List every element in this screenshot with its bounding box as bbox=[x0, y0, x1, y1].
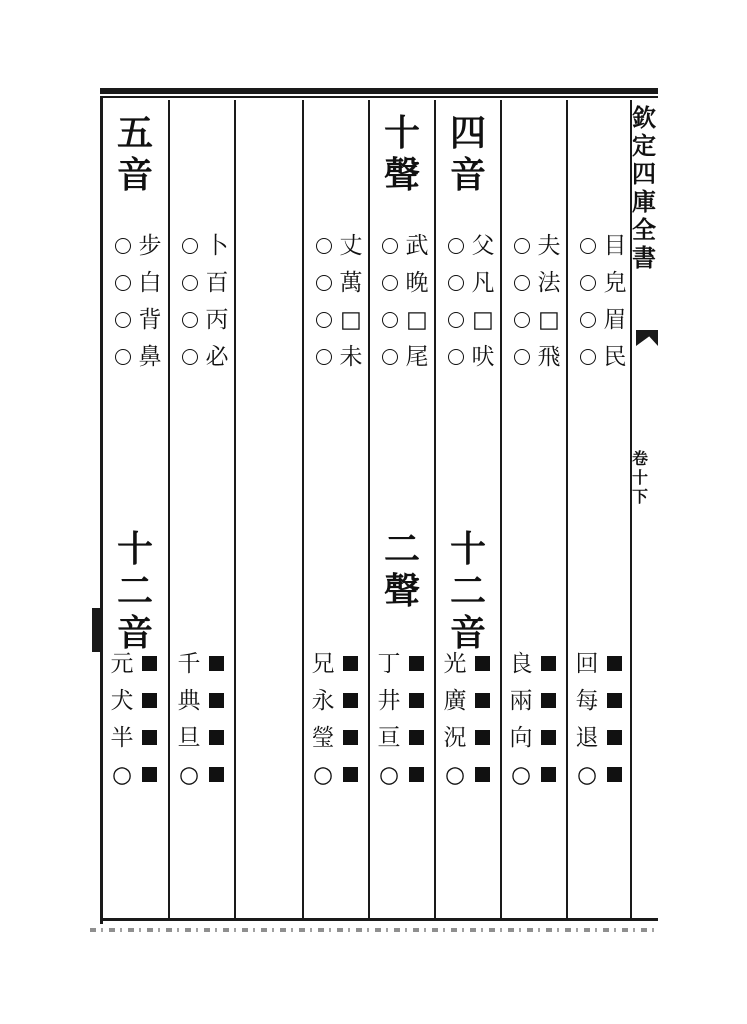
volume-label: 卷 十 下 bbox=[632, 449, 649, 506]
hollow-circle-mark bbox=[440, 228, 470, 265]
bottom-border bbox=[100, 918, 658, 921]
solid-square-mark bbox=[600, 683, 630, 720]
symbol-lane-top bbox=[572, 228, 602, 376]
glyph: ○ bbox=[510, 762, 532, 788]
solid-square-mark bbox=[534, 757, 564, 794]
text-column bbox=[370, 100, 434, 918]
solid-square-mark bbox=[402, 757, 432, 794]
solid-square-mark bbox=[468, 646, 498, 683]
character-lane-top bbox=[202, 228, 232, 376]
character-lane-bottom bbox=[107, 646, 137, 794]
symbol-lane-bottom bbox=[534, 646, 564, 794]
hollow-circle-mark bbox=[440, 339, 470, 376]
glyph: 未 bbox=[339, 344, 363, 370]
solid-square-mark bbox=[336, 683, 366, 720]
solid-square-mark bbox=[135, 757, 165, 794]
heading-char: 十 bbox=[116, 528, 153, 570]
glyph: □ bbox=[406, 307, 428, 333]
hollow-circle-mark bbox=[308, 339, 338, 376]
glyph: ○ bbox=[312, 762, 334, 788]
text-column bbox=[436, 100, 500, 918]
solid-square-mark bbox=[600, 646, 630, 683]
heading-char: 音 bbox=[116, 612, 153, 654]
character-lane-top bbox=[135, 228, 165, 376]
glyph: 千 bbox=[177, 651, 201, 677]
symbol-lane-top bbox=[107, 228, 137, 376]
hollow-circle-mark bbox=[572, 265, 602, 302]
hollow-circle-mark bbox=[440, 302, 470, 339]
symbol-lane-bottom bbox=[135, 646, 165, 794]
hollow-circle-mark bbox=[440, 265, 470, 302]
hollow-circle-mark bbox=[107, 265, 137, 302]
section-heading-bottom bbox=[370, 528, 434, 612]
glyph: □ bbox=[340, 307, 362, 333]
hollow-circle-mark bbox=[506, 339, 536, 376]
glyph: ○ bbox=[576, 762, 598, 788]
glyph: 吠 bbox=[471, 344, 495, 370]
heading-char: 二 bbox=[116, 570, 153, 612]
solid-square-mark bbox=[402, 683, 432, 720]
character-lane-top bbox=[600, 228, 630, 376]
glyph: 典 bbox=[177, 688, 201, 714]
symbol-lane-top bbox=[374, 228, 404, 376]
symbol-lane-top bbox=[440, 228, 470, 376]
glyph: 鼻 bbox=[138, 344, 162, 370]
solid-square-mark bbox=[468, 720, 498, 757]
glyph: 瑩 bbox=[311, 725, 335, 751]
hollow-circle-mark bbox=[506, 265, 536, 302]
glyph: 凡 bbox=[471, 270, 495, 296]
glyph: 半 bbox=[110, 725, 134, 751]
hollow-circle-mark bbox=[174, 339, 204, 376]
hollow-circle-mark bbox=[506, 302, 536, 339]
section-heading-bottom bbox=[436, 528, 500, 654]
solid-square-mark bbox=[468, 683, 498, 720]
heading-char: 聲 bbox=[383, 570, 420, 612]
glyph: 元 bbox=[110, 651, 134, 677]
character-lane-top bbox=[468, 228, 498, 376]
heading-char: 音 bbox=[449, 612, 486, 654]
hollow-circle-mark bbox=[572, 302, 602, 339]
hollow-circle-mark bbox=[308, 302, 338, 339]
character-lane-bottom bbox=[572, 646, 602, 794]
glyph: 步 bbox=[138, 233, 162, 259]
character-lane-bottom bbox=[374, 646, 404, 794]
book-title-column bbox=[632, 103, 658, 506]
symbol-lane-bottom bbox=[600, 646, 630, 794]
glyph: 百 bbox=[205, 270, 229, 296]
glyph: 每 bbox=[575, 688, 599, 714]
glyph: 回 bbox=[575, 651, 599, 677]
hollow-circle-mark bbox=[374, 339, 404, 376]
glyph: 兄 bbox=[311, 651, 335, 677]
hollow-circle-mark bbox=[107, 339, 137, 376]
solid-square-mark bbox=[534, 683, 564, 720]
solid-square-mark bbox=[202, 683, 232, 720]
character-lane-bottom bbox=[308, 646, 338, 794]
glyph: 犬 bbox=[110, 688, 134, 714]
glyph: 法 bbox=[537, 270, 561, 296]
top-border bbox=[100, 88, 658, 94]
hollow-circle-mark bbox=[572, 339, 602, 376]
section-heading-top bbox=[436, 112, 500, 196]
glyph: 廣 bbox=[443, 688, 467, 714]
hollow-circle-mark bbox=[374, 265, 404, 302]
glyph: 必 bbox=[205, 344, 229, 370]
glyph: 良 bbox=[509, 651, 533, 677]
heading-char: 二 bbox=[383, 528, 420, 570]
heading-char: 聲 bbox=[383, 154, 420, 196]
hollow-circle-mark bbox=[174, 302, 204, 339]
section-heading-bottom bbox=[103, 528, 167, 654]
glyph: 卜 bbox=[205, 233, 229, 259]
character-lane-bottom bbox=[506, 646, 536, 794]
section-heading-top bbox=[103, 112, 167, 196]
solid-square-mark bbox=[336, 646, 366, 683]
bottom-scan-noise bbox=[90, 928, 660, 932]
glyph: 武 bbox=[405, 233, 429, 259]
character-lane-bottom bbox=[440, 646, 470, 794]
solid-square-mark bbox=[534, 646, 564, 683]
glyph: 晚 bbox=[405, 270, 429, 296]
solid-square-mark bbox=[600, 757, 630, 794]
symbol-lane-bottom bbox=[202, 646, 232, 794]
heading-char: 音 bbox=[449, 154, 486, 196]
solid-square-mark bbox=[600, 720, 630, 757]
solid-square-mark bbox=[135, 646, 165, 683]
glyph: 背 bbox=[138, 307, 162, 333]
glyph: ○ bbox=[444, 762, 466, 788]
glyph: 眉 bbox=[603, 307, 627, 333]
text-column bbox=[568, 100, 632, 918]
character-lane-top bbox=[534, 228, 564, 376]
glyph: □ bbox=[472, 307, 494, 333]
glyph: 丈 bbox=[339, 233, 363, 259]
symbol-lane-bottom bbox=[402, 646, 432, 794]
symbol-lane-bottom bbox=[468, 646, 498, 794]
solid-square-mark bbox=[202, 757, 232, 794]
glyph: 丙 bbox=[205, 307, 229, 333]
solid-square-mark bbox=[135, 720, 165, 757]
solid-square-mark bbox=[135, 683, 165, 720]
character-lane-top bbox=[336, 228, 366, 376]
glyph: 兩 bbox=[509, 688, 533, 714]
top-border-inner bbox=[100, 96, 658, 98]
character-lane-bottom bbox=[174, 646, 204, 794]
heading-char: 二 bbox=[449, 570, 486, 612]
glyph: 父 bbox=[471, 233, 495, 259]
heading-char: 五 bbox=[116, 112, 153, 154]
book-title: 欽 定 四 庫 全 書 bbox=[632, 103, 656, 272]
hollow-circle-mark bbox=[308, 265, 338, 302]
section-heading-top bbox=[370, 112, 434, 196]
symbol-lane-top bbox=[308, 228, 338, 376]
symbol-lane-bottom bbox=[336, 646, 366, 794]
hollow-circle-mark bbox=[107, 302, 137, 339]
glyph: 亘 bbox=[377, 725, 401, 751]
glyph: ○ bbox=[378, 762, 400, 788]
glyph: 民 bbox=[603, 344, 627, 370]
hollow-circle-mark bbox=[107, 228, 137, 265]
hollow-circle-mark bbox=[174, 228, 204, 265]
solid-square-mark bbox=[202, 646, 232, 683]
glyph: 萬 bbox=[339, 270, 363, 296]
text-column bbox=[170, 100, 234, 918]
glyph: 退 bbox=[575, 725, 599, 751]
glyph: 旦 bbox=[177, 725, 201, 751]
symbol-lane-top bbox=[506, 228, 536, 376]
hollow-circle-mark bbox=[308, 228, 338, 265]
solid-square-mark bbox=[534, 720, 564, 757]
hollow-circle-mark bbox=[506, 228, 536, 265]
symbol-lane-top bbox=[174, 228, 204, 376]
glyph: 向 bbox=[509, 725, 533, 751]
hollow-circle-mark bbox=[374, 228, 404, 265]
glyph: 目 bbox=[603, 233, 627, 259]
heading-char: 音 bbox=[116, 154, 153, 196]
heading-char: 四 bbox=[449, 112, 486, 154]
glyph: 夫 bbox=[537, 233, 561, 259]
glyph: ○ bbox=[178, 762, 200, 788]
glyph: 白 bbox=[138, 270, 162, 296]
solid-square-mark bbox=[202, 720, 232, 757]
glyph: □ bbox=[538, 307, 560, 333]
heading-char: 十 bbox=[383, 112, 420, 154]
solid-square-mark bbox=[402, 646, 432, 683]
solid-square-mark bbox=[336, 757, 366, 794]
hollow-circle-mark bbox=[374, 302, 404, 339]
glyph: 永 bbox=[311, 688, 335, 714]
text-column bbox=[502, 100, 566, 918]
heading-char: 十 bbox=[449, 528, 486, 570]
glyph: 皃 bbox=[603, 270, 627, 296]
glyph: 況 bbox=[443, 725, 467, 751]
glyph: 飛 bbox=[537, 344, 561, 370]
text-column bbox=[103, 100, 167, 918]
text-column bbox=[236, 100, 300, 918]
glyph: 井 bbox=[377, 688, 401, 714]
glyph: 尾 bbox=[405, 344, 429, 370]
solid-square-mark bbox=[336, 720, 366, 757]
glyph: ○ bbox=[111, 762, 133, 788]
hollow-circle-mark bbox=[174, 265, 204, 302]
solid-square-mark bbox=[468, 757, 498, 794]
text-column bbox=[304, 100, 368, 918]
character-lane-top bbox=[402, 228, 432, 376]
solid-square-mark bbox=[402, 720, 432, 757]
hollow-circle-mark bbox=[572, 228, 602, 265]
glyph: 丁 bbox=[377, 651, 401, 677]
fish-tail-mark bbox=[636, 330, 658, 346]
glyph: 光 bbox=[443, 651, 467, 677]
scan-mark bbox=[92, 608, 100, 652]
